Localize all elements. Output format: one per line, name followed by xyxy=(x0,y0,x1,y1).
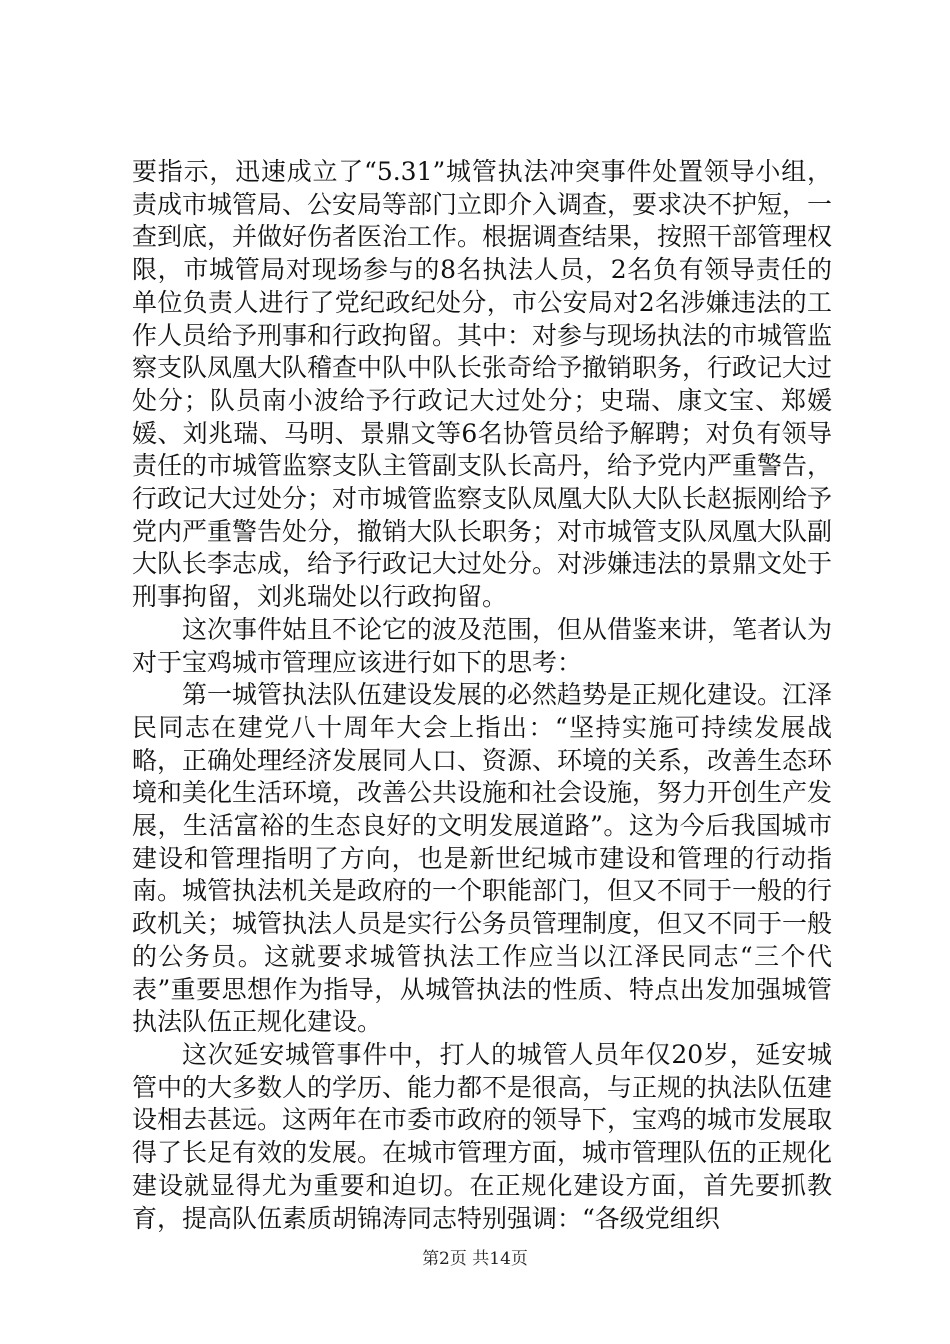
page-footer: 第2页 共14页 xyxy=(422,1249,528,1269)
document-body xyxy=(132,156,832,1235)
paragraph-3: 第一城管执法队伍建设发展的必然趋势是正规化建设。江泽民同志在建党八十周年大会上指出：“坚持实施可持续发展战略，正确处理经济发展同人口、资源、环境的关系，改善生态环境和美化生活环境，改善公共设施和社会设施，努力开创生产发展，生活富裕的生态良好的文明发展道路”。这为今后我国城市建设和管理指明了方向，也是新世纪城市建设和管理的行动指南。城管执法机关是政府的一个职能部门，但又不同于一般的行政机关；城管执法人员是实行公务员管理制度，但又不同于一般的公务员。这就要求城管执法工作应当以江泽民同志“三个代表”重要思想作为指导，从城管执法的性质、特点出发加强城管执法队伍正规化建设。 xyxy=(132,680,833,1037)
paragraph-1: 要指示，迅速成立了“5.31”城管执法冲突事件处置领导小组，责成市城管局、公安局等部门立即介入调查，要求决不护短，一查到底，并做好伤者医治工作。根据调查结果，按照干部管理权限，市城管局对现场参与的8名执法人员，2名负有领导责任的单位负责人进行了党纪政纪处分，市公安局对2名涉嫌违法的工作人员给予刑事和行政拘留。其中：对参与现场执法的市城管监察支队凤凰大队稽查中队中队长张奇给予撤销职务，行政记大过处分；队员南小波给予行政记大过处分；史瑞、康文宝、郑媛媛、刘兆瑞、马明、景鼎文等6名协管员给予解聘；对负有领导责任的市城管监察支队主管副支队长高丹，给予党内严重警告，行政记大过处分；对市城管监察支队凤凰大队大队长赵振刚给予党内严重警告处分，撤销大队长职务；对市城管支队凤凰大队副大队长李志成，给予行政记大过处分。对涉嫌违法的景鼎文处于刑事拘留，刘兆瑞处以行政拘留。 xyxy=(132,157,833,612)
paragraph-4: 这次延安城管事件中，打人的城管人员年仅20岁，延安城管中的大多数人的学历、能力都不是很高，与正规的执法队伍建设相去甚远。这两年在市委市政府的领导下，宝鸡的城市发展取得了长足有效的发展。在城市管理方面，城市管理队伍的正规化建设就显得尤为重要和迫切。在正规化建设方面，首先要抓教育，提高队伍素质胡锦涛同志特别强调：“各级党组织 xyxy=(132,1039,833,1233)
paragraph-2: 这次事件姑且不论它的波及范围，但从借鉴来讲，笔者认为对于宝鸡城市管理应该进行如下的思考： xyxy=(132,614,833,677)
